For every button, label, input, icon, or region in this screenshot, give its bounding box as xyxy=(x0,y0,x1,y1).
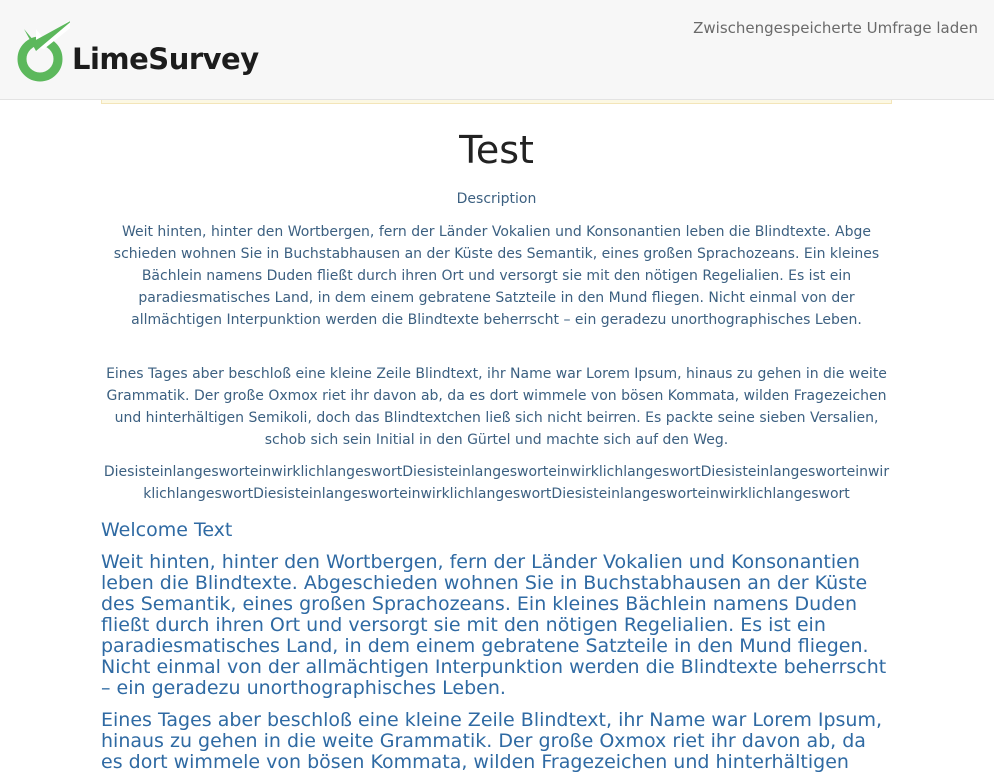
alert-strip xyxy=(101,100,892,104)
load-saved-survey-link[interactable]: Zwischengespeicherte Umfrage laden xyxy=(693,19,978,37)
limesurvey-logo-icon xyxy=(16,19,70,85)
limesurvey-logo[interactable] xyxy=(16,19,259,85)
logo-text: LimeSurvey xyxy=(72,42,259,76)
welcome-heading: Welcome Text xyxy=(101,519,233,541)
description-paragraph-2: Eines Tages aber beschloß eine kleine Zeile Blindtext, ihr Name war Lorem Ipsum, hinaus zu gehen in die weite Grammatik. Der große Oxmox riet ihr davon ab, da es dort wimmele von bösen Kommata, wilden Fragezeichen und hinterhältigen Semikoli, doch das Blindtextchen ließ sich nicht beirren. Es packte seine sieben Versalien, schob sich sein Initial in den Gürtel und machte sich auf den Weg. xyxy=(106,366,887,448)
survey-description-label: Description xyxy=(456,191,537,207)
welcome-paragraph-1: Weit hinten, hinter den Wortbergen, fern der Länder Vokalien und Konsonantien leben die Blindtexte. Abgeschieden wohnen Sie in Buchstabhausen an der Küste des Semantik, eines großen Sprachozeans. Ein kleines Bächlein namens Duden fließt durch ihren Ort und versorgt sie mit den nötigen Regelialien. Es ist ein paradiesmatisches Land, in dem einem gebratene Satzteile in den Mund fliegen. Nicht einmal von der allmächtigen Interpunktion werden die Blindtexte beherrscht – ein geradezu unorthographisches Leben. xyxy=(101,551,887,699)
welcome-paragraph-2: Eines Tages aber beschloß eine kleine Zeile Blindtext, ihr Name war Lorem Ipsum, hinaus zu gehen in die weite Grammatik. Der große Oxmox riet ihr davon ab, da es dort wimmele von bösen Kommata, wilden Fragezeichen und hinterhältigen xyxy=(101,709,883,773)
top-navbar xyxy=(0,0,994,100)
description-paragraph-1: Weit hinten, hinter den Wortbergen, fern der Länder Vokalien und Konsonantien leben die Blindtexte. Abge schieden wohnen Sie in Buchstabhausen an der Küste des Semantik, eines großen Sprachozeans. Ein kleines Bächlein namens Duden fließt durch ihren Ort und versorgt sie mit den nötigen Regelialien. Es ist ein paradiesmatisches Land, in dem einem gebratene Satzteile in den Mund fliegen. Nicht einmal von der allmächtigen Interpunktion werden die Blindtexte beherrscht – ein geradezu unorthographisches Leben. xyxy=(113,224,880,328)
survey-content xyxy=(101,118,892,773)
survey-title: Test xyxy=(459,128,534,172)
description-paragraph-3: DiesisteinlangesworteinwirklichlangeswortDiesisteinlangesworteinwirklichlangeswortDiesisteinlangesworteinwirklichlangeswortDiesisteinlangesworteinwirklichlangeswortDiesisteinlangesworteinwirklichlangeswort xyxy=(103,464,890,502)
